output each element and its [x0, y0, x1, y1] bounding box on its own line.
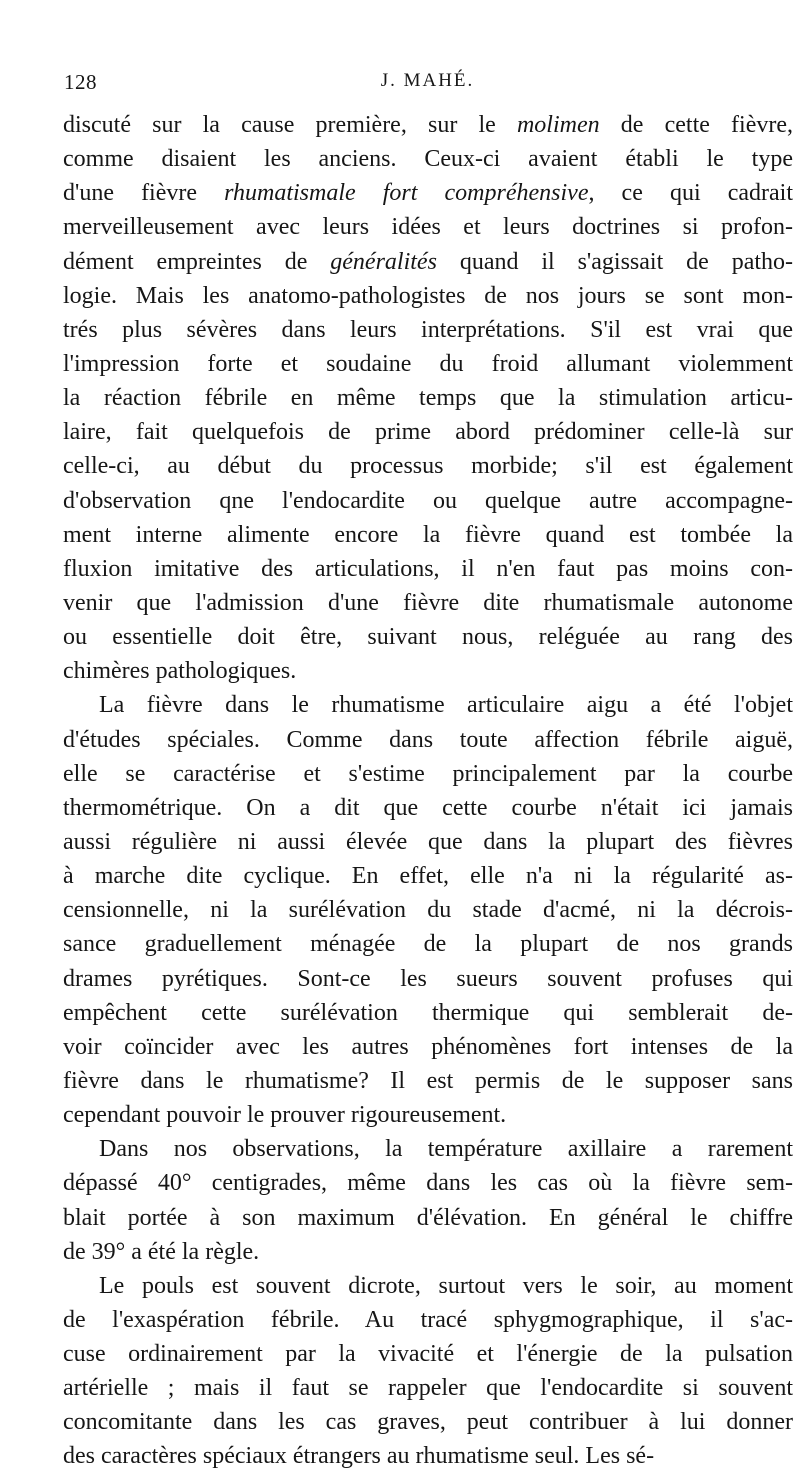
text-segment: d'une fièvre	[63, 180, 225, 207]
text-segment: discuté sur la cause première, sur le	[63, 112, 517, 138]
text-segment: sance graduellement ménagée de la plupart de nos grands	[63, 931, 793, 958]
text-line	[63, 825, 793, 859]
text-line	[63, 791, 793, 825]
text-line	[63, 279, 793, 313]
text-segment: fluxion imitative des articulations, il n'en faut pas moins con-	[63, 555, 793, 582]
text-segment: comme disaient les anciens. Ceux-ci avaient établi le type	[63, 146, 793, 173]
text-line	[63, 859, 793, 893]
text-segment: cependant pouvoir le prouver rigoureusement.	[63, 1102, 507, 1129]
text-segment: des caractères spéciaux étrangers au rhumatisme seul. Les sé-	[63, 1443, 655, 1470]
text-line	[63, 1235, 793, 1269]
body-text	[63, 108, 793, 1474]
text-line	[63, 654, 793, 688]
text-line	[63, 484, 793, 518]
text-segment: merveilleusement avec leurs idées et leurs doctrines si profon-	[63, 214, 793, 241]
text-line	[63, 586, 793, 620]
text-line	[63, 1303, 793, 1337]
text-segment: trés plus sévères dans leurs interprétations. S'il est vrai que	[63, 316, 793, 343]
text-line	[63, 1030, 793, 1064]
text-line	[63, 996, 793, 1030]
text-segment: , ce qui cadrait	[588, 180, 793, 207]
text-line	[63, 415, 793, 449]
text-line	[63, 176, 793, 210]
text-line	[63, 723, 793, 757]
text-segment: thermométrique. On a dit que cette courbe n'était ici jamais	[63, 794, 793, 821]
text-line	[63, 620, 793, 654]
text-segment: de 39° a été la règle.	[63, 1238, 260, 1265]
text-segment: logie. Mais les anatomo-pathologistes de nos jours se sont mon-	[63, 282, 793, 309]
text-segment: Dans nos observations, la température axillaire a rarement	[99, 1136, 793, 1163]
text-line	[63, 1337, 793, 1371]
text-segment: celle-ci, au début du processus morbide; s'il est également	[63, 453, 793, 480]
text-line	[63, 518, 793, 552]
paragraph	[63, 688, 793, 1132]
text-segment: l'impression forte et soudaine du froid allumant violemment	[63, 350, 793, 377]
text-segment: d'études spéciales. Comme dans toute affection fébrile aiguë,	[63, 726, 793, 753]
text-segment: cuse ordinairement par la vivacité et l'énergie de la pulsation	[63, 1341, 793, 1368]
text-segment: de cette fièvre,	[599, 112, 794, 138]
text-segment: La fièvre dans le rhumatisme articulaire aigu a été l'objet	[99, 692, 793, 719]
text-segment: d'observation qne l'endocardite ou quelque autre accompagne-	[63, 487, 793, 514]
text-line	[63, 108, 793, 142]
text-segment: à marche dite cyclique. En effet, elle n'a ni la régularité as-	[63, 863, 793, 890]
text-segment: fièvre dans le rhumatisme? Il est permis de le supposer sans	[63, 1067, 793, 1094]
text-line	[63, 449, 793, 483]
text-line	[63, 1098, 793, 1132]
paragraph	[63, 1269, 793, 1474]
text-segment: elle se caractérise et s'estime principalement par la courbe	[63, 760, 793, 787]
italic-text: rhumatismale fort compréhensive	[224, 180, 589, 207]
text-segment: dément empreintes de	[63, 248, 331, 275]
text-line	[63, 245, 793, 279]
text-line	[63, 142, 793, 176]
text-line	[63, 1269, 793, 1303]
text-segment: ment interne alimente encore la fièvre quand est tombée la	[63, 521, 793, 548]
text-line	[63, 210, 793, 244]
text-segment: la réaction fébrile en même temps que la stimulation articu-	[63, 385, 793, 412]
text-line	[63, 1132, 793, 1166]
text-line	[63, 552, 793, 586]
text-line	[63, 1064, 793, 1098]
text-line	[63, 1201, 793, 1235]
text-segment: quand il s'agissait de patho-	[436, 248, 793, 275]
text-segment: venir que l'admission d'une fièvre dite rhumatismale autonome	[63, 589, 793, 616]
italic-text: molimen	[516, 112, 600, 138]
italic-text: généralités	[330, 248, 437, 275]
text-line	[63, 1166, 793, 1200]
text-segment: chimères pathologiques.	[63, 658, 297, 685]
text-segment: blait portée à son maximum d'élévation. En général le chiffre	[63, 1204, 793, 1231]
text-line	[63, 927, 793, 961]
text-segment: artérielle ; mais il faut se rappeler que l'endocardite si souvent	[63, 1375, 793, 1402]
text-line	[63, 688, 793, 722]
text-segment: laire, fait quelquefois de prime abord prédominer celle-là sur	[63, 419, 793, 446]
text-line	[63, 381, 793, 415]
paragraph	[63, 108, 793, 688]
text-segment: dépassé 40° centigrades, même dans les cas où la fièvre sem-	[63, 1170, 793, 1197]
text-line	[63, 347, 793, 381]
text-segment: drames pyrétiques. Sont-ce les sueurs souvent profuses qui	[63, 965, 793, 992]
running-title: J. MAHÉ.	[380, 70, 475, 91]
text-line	[63, 893, 793, 927]
page-number: 128	[64, 70, 97, 94]
text-segment: voir coïncider avec les autres phénomènes fort intenses de la	[63, 1033, 793, 1060]
text-line	[63, 962, 793, 996]
text-line	[63, 757, 793, 791]
text-segment: concomitante dans les cas graves, peut contribuer à lui donner	[63, 1409, 793, 1436]
text-line	[63, 1405, 793, 1439]
text-segment: empêchent cette surélévation thermique qui semblerait de-	[63, 999, 793, 1026]
text-segment: aussi régulière ni aussi élevée que dans la plupart des fièvres	[63, 828, 793, 855]
text-segment: ou essentielle doit être, suivant nous, reléguée au rang des	[63, 624, 793, 651]
text-line	[63, 313, 793, 347]
running-header	[60, 70, 795, 100]
text-segment: Le pouls est souvent dicrote, surtout vers le soir, au moment	[99, 1272, 793, 1299]
text-line	[63, 1371, 793, 1405]
text-segment: censionnelle, ni la surélévation du stade d'acmé, ni la décrois-	[63, 897, 793, 924]
paragraph	[63, 1132, 793, 1269]
text-line	[63, 1439, 793, 1473]
text-segment: de l'exaspération fébrile. Au tracé sphygmographique, il s'ac-	[63, 1306, 793, 1333]
